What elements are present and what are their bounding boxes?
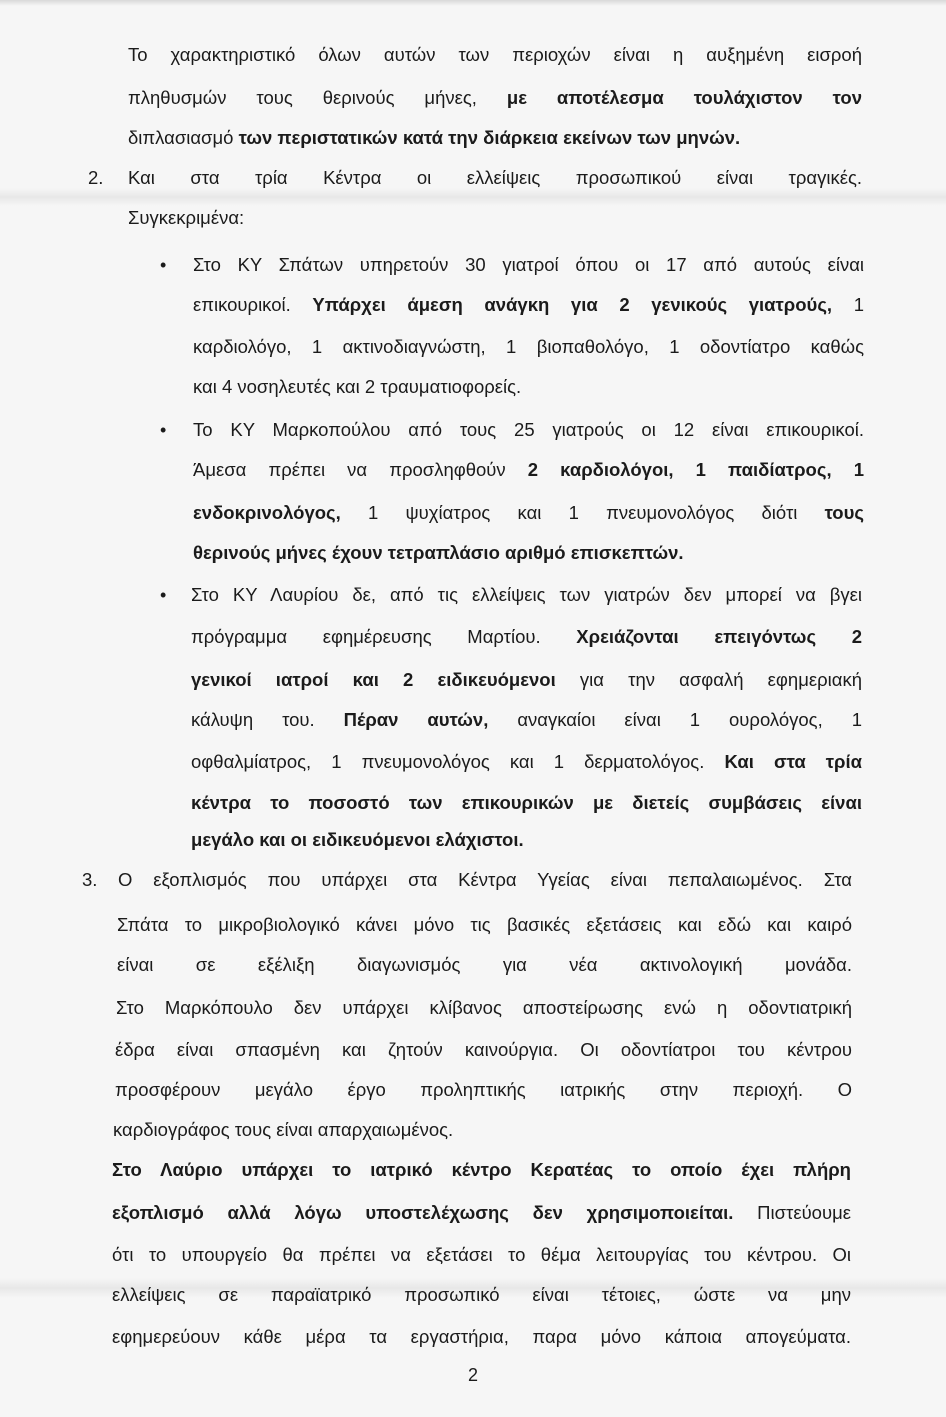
bold-text: μεγάλο και οι ειδικευόμενοι ελάχιστοι. <box>191 829 524 850</box>
body-text: και 4 νοσηλευτές και 2 τραυματιοφορείς. <box>193 376 522 397</box>
body-text: για την ασφαλή εφημεριακή <box>555 669 862 690</box>
bold-text: ενδοκρινολόγος, <box>193 502 341 523</box>
text-line <box>117 953 852 977</box>
body-text: πληθυσμών τους θερινούς μήνες, <box>128 87 507 108</box>
list-marker-2: 2. <box>88 167 104 188</box>
body-text: επικουρικοί. <box>193 294 313 315</box>
text-line <box>193 375 864 399</box>
text-line <box>193 335 864 359</box>
body-text: Ο εξοπλισμός που υπάρχει στα Κέντρα Υγείας είναι πεπαλαιωμένος. Στα <box>118 869 852 890</box>
body-text: διπλασιασμό <box>128 127 239 148</box>
body-text: ελλείψεις σε παραϊατρικό προσωπικό είναι τέτοιες, ώστε να μην <box>112 1284 851 1305</box>
body-text: Και στα τρία Κέντρα οι ελλείψεις προσωπικού είναι τραγικές. <box>128 167 862 188</box>
body-text: Στο Μαρκόπουλο δεν υπάρχει κλίβανος αποστείρωσης ενώ η οδοντιατρική <box>116 997 852 1018</box>
body-text: Το ΚΥ Μαρκοπούλου από τους 25 γιατρούς οι 12 είναι επικουρικοί. <box>193 419 864 440</box>
body-text: 1 <box>832 294 864 315</box>
text-line <box>191 583 862 607</box>
body-text: είναι σε εξέλιξη διαγωνισμός για νέα ακτινολογική μονάδα. <box>117 954 852 975</box>
text-line <box>116 996 852 1020</box>
bold-text: Στο Λαύριο υπάρχει το ιατρικό κέντρο Κερατέας το οποίο έχει πλήρη <box>112 1159 851 1180</box>
text-line <box>191 828 862 852</box>
text-line <box>128 206 862 230</box>
text-line <box>112 1201 851 1225</box>
text-line <box>191 791 862 815</box>
text-line <box>112 1325 851 1349</box>
bold-text: Υπάρχει άμεση ανάγκη για 2 γενικούς γιατρούς, <box>312 294 833 315</box>
text-line <box>193 501 864 525</box>
body-text: αναγκαίοι είναι 1 ουρολόγος, 1 <box>488 709 862 730</box>
bold-text: 2 καρδιολόγοι, 1 παιδίατρος, 1 <box>527 459 864 480</box>
text-line <box>191 668 862 692</box>
body-text: Πιστεύουμε <box>733 1202 851 1223</box>
list-marker-3: 3. <box>82 869 98 890</box>
text-line <box>193 458 864 482</box>
text-line <box>193 293 864 317</box>
body-text: ότι το υπουργείο θα πρέπει να εξετάσει το θέμα λειτουργίας του κέντρου. Οι <box>112 1244 851 1265</box>
text-line <box>191 750 862 774</box>
body-text: εφημερεύουν κάθε μέρα τα εργαστήρια, παρα μόνο κάποια απογεύματα. <box>112 1326 851 1347</box>
bold-text: Χρειάζονται επειγόντως 2 <box>576 626 862 647</box>
text-line <box>191 625 862 649</box>
scan-artifact-band <box>0 188 946 206</box>
body-text: οφθαλμίατρος, 1 πνευμονολόγος και 1 δερματολόγος. <box>191 751 725 772</box>
bold-text: θερινούς μήνες έχουν τετραπλάσιο αριθμό επισκεπτών. <box>193 542 684 563</box>
body-text: καρδιογράφος τους είναι απαρχαιωμένος. <box>113 1119 454 1140</box>
text-line <box>112 1243 851 1267</box>
page-number: 2 <box>467 1365 478 1385</box>
bold-text: Πέραν αυτών, <box>343 709 489 730</box>
bold-text: γενικοί ιατροί και 2 ειδικευόμενοι <box>191 669 556 690</box>
text-line <box>128 43 862 67</box>
body-text: Στο ΚΥ Σπάτων υπηρετούν 30 γιατροί όπου οι 17 από αυτούς είναι <box>193 254 864 275</box>
bold-text: Και στα τρία <box>724 751 862 772</box>
bullet-icon: • <box>160 585 167 605</box>
text-line <box>193 418 864 442</box>
text-line <box>128 86 862 110</box>
body-text: πρόγραμμα εφημέρευσης Μαρτίου. <box>191 626 577 647</box>
body-text: Συγκεκριμένα: <box>128 207 245 228</box>
bold-text: κέντρα το ποσοστό των επικουρικών με διετείς συμβάσεις είναι <box>191 792 862 813</box>
bold-text: τους <box>824 502 864 523</box>
bold-text: των περιστατικών κατά την διάρκεια εκείνων των μηνών. <box>238 127 741 148</box>
text-line <box>193 253 864 277</box>
text-line <box>115 1038 852 1062</box>
body-text: Το χαρακτηριστικό όλων αυτών των περιοχών είναι η αυξημένη εισροή <box>128 44 862 65</box>
text-line <box>193 541 864 565</box>
bold-text: με αποτέλεσμα τουλάχιστον τον <box>506 87 862 108</box>
body-text: Άμεσα πρέπει να προσληφθούν <box>193 459 528 480</box>
body-text: κάλυψη του. <box>191 709 344 730</box>
text-line <box>128 126 862 150</box>
body-text: έδρα είναι σπασμένη και ζητούν καινούργια. Οι οδοντίατροι του κέντρου <box>115 1039 852 1060</box>
bold-text: εξοπλισμό αλλά λόγω υποστελέχωσης δεν χρησιμοποιείται. <box>112 1202 734 1223</box>
text-line <box>117 913 852 937</box>
body-text: 1 ψυχίατρος και 1 πνευμονολόγος διότι <box>340 502 825 523</box>
text-line <box>128 166 862 190</box>
body-text: Στο ΚΥ Λαυρίου δε, από τις ελλείψεις των γιατρών δεν μπορεί να βγει <box>191 584 862 605</box>
body-text: καρδιολόγο, 1 ακτινοδιαγνώστη, 1 βιοπαθολόγο, 1 οδοντίατρο καθώς <box>193 336 864 357</box>
text-line <box>113 1118 852 1142</box>
text-line <box>112 1158 851 1182</box>
bullet-icon: • <box>160 420 167 440</box>
text-line <box>115 1078 852 1102</box>
text-line <box>112 1283 851 1307</box>
text-line <box>191 708 862 732</box>
text-line <box>118 868 852 892</box>
bullet-icon: • <box>160 255 167 275</box>
body-text: προσφέρουν μεγάλο έργο προληπτικής ιατρικής στην περιοχή. Ο <box>115 1079 852 1100</box>
scan-top-edge <box>0 0 946 6</box>
body-text: Σπάτα το μικροβιολογικό κάνει μόνο τις βασικές εξετάσεις και εδώ και καιρό <box>117 914 852 935</box>
